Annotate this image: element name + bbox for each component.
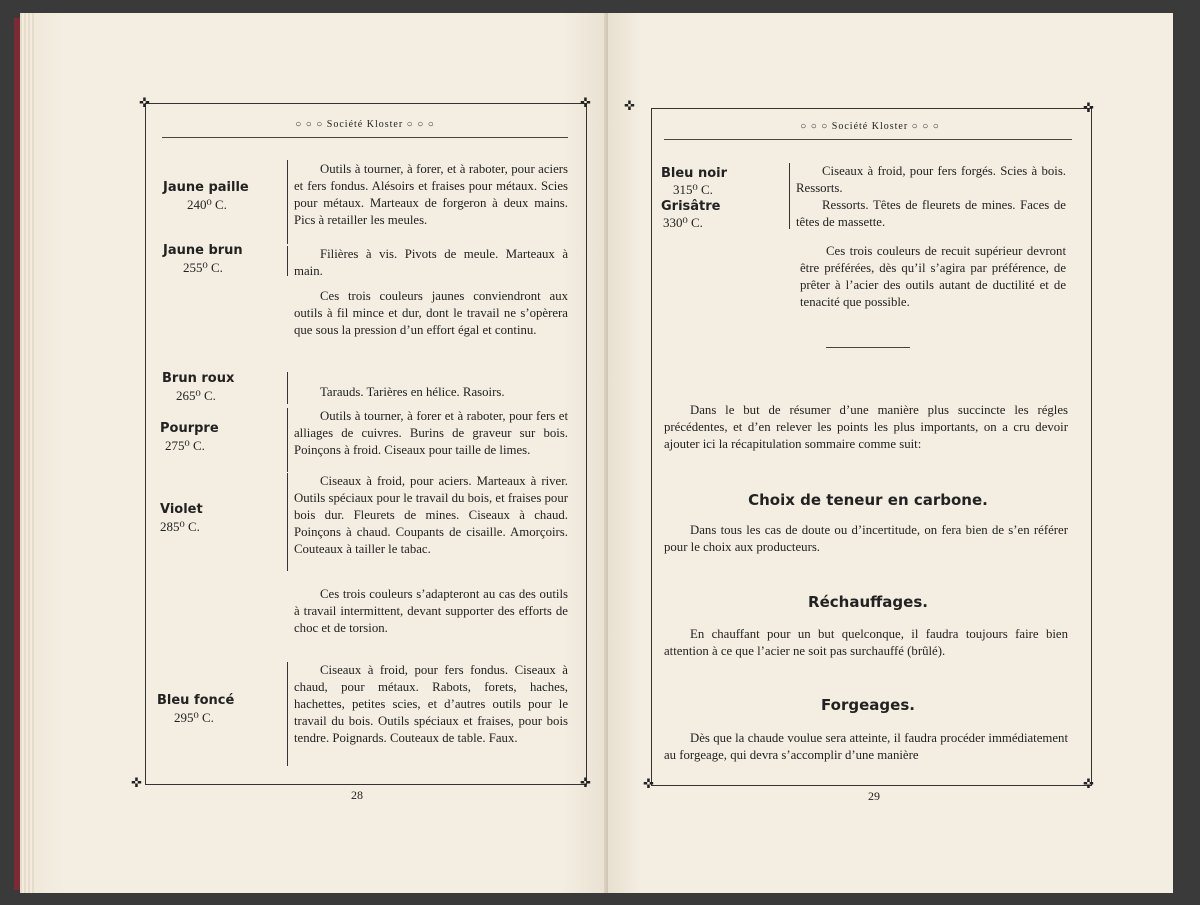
color-name: Bleu noir xyxy=(661,166,728,181)
color-temperature: 315⁰ C. xyxy=(673,182,713,197)
running-header: ○ ○ ○ Société Kloster ○ ○ ○ xyxy=(295,119,435,130)
brace xyxy=(287,160,288,244)
note-paragraph: Ces trois couleurs de recuit supérieur devront être préférées, dès qu’il s’agira par préférence, de prêter à l’acier des outils autant de ductilité et de tenacité que possible. xyxy=(800,244,1066,309)
tool-uses: Tarauds. Tarières en hélice. Rasoirs. xyxy=(320,385,505,399)
brace xyxy=(287,246,288,276)
ornament-corner-icon: ✜ xyxy=(624,98,635,113)
tool-uses: Ciseaux à froid, pour fers forgés. Scies à bois. Ressorts. xyxy=(796,164,1066,195)
note-paragraph: Ces trois couleurs jaunes conviendront aux outils à fil mince et dur, dont le travail ne s’opèrera que sous la pression d’un effort égal et continu. xyxy=(294,289,568,337)
section-divider xyxy=(826,347,910,348)
ornament-corner-icon: ✜ xyxy=(131,775,142,790)
ornament-corner-icon: ✜ xyxy=(580,95,591,110)
color-name: Jaune brun xyxy=(163,243,243,258)
color-temperature: 240⁰ C. xyxy=(187,197,227,212)
header-rule xyxy=(664,139,1072,140)
brace xyxy=(789,163,790,229)
header-rule xyxy=(162,137,568,138)
section-paragraph: Dès que la chaude voulue sera atteinte, il faudra procéder immédiatement au forgeage, qui devra s’accomplir d’une manière xyxy=(664,731,1068,762)
brace xyxy=(287,408,288,472)
tool-uses: Ciseaux à froid, pour fers fondus. Ciseaux à chaud, pour métaux. Rabots, forets, haches, hachettes, petites scies, et d’autres outils pour le travail du bois. Outils spéciaux et fraises, pour bois tendre. Poignards. Couteaux de table. Faux. xyxy=(294,663,568,745)
tool-uses: Outils à tourner, à forer, et à raboter, pour aciers et fers fondus. Alésoirs et fraises pour métaux. Scies pour métaux. Marteaux de forgeron à deux mains. Pics à retailler les meules. xyxy=(294,162,568,227)
color-temperature: 255⁰ C. xyxy=(183,260,223,275)
section-paragraph: Dans tous les cas de doute ou d’incertitude, on fera bien de s’en référer pour le choix aux producteurs. xyxy=(664,523,1068,554)
color-name: Grisâtre xyxy=(661,199,721,214)
color-temperature: 330⁰ C. xyxy=(663,215,703,230)
color-name: Pourpre xyxy=(160,421,219,436)
color-temperature: 275⁰ C. xyxy=(165,438,205,453)
color-temperature: 285⁰ C. xyxy=(160,519,200,534)
ornament-corner-icon: ✜ xyxy=(580,775,591,790)
ornament-corner-icon: ✜ xyxy=(1083,100,1094,115)
ornament-corner-icon: ✜ xyxy=(643,776,654,791)
ornament-corner-icon: ✜ xyxy=(1083,776,1094,791)
tool-uses: Ressorts. Têtes de fleurets de mines. Faces de têtes de massette. xyxy=(796,198,1066,229)
tool-uses: Filières à vis. Pivots de meule. Marteaux à main. xyxy=(294,247,568,278)
running-header: ○ ○ ○ Société Kloster ○ ○ ○ xyxy=(800,121,940,132)
tool-uses: Outils à tourner, à forer et à raboter, pour fers et alliages de cuivres. Burins de graveur sur bois. Poinçons à froid. Ciseaux pour taille de limes. xyxy=(294,409,568,457)
section-title: Forgeages. xyxy=(821,696,915,714)
color-name: Jaune paille xyxy=(163,180,249,195)
ornament-corner-icon: ✜ xyxy=(139,95,150,110)
brace xyxy=(287,473,288,571)
section-title: Réchauffages. xyxy=(808,593,928,611)
color-temperature: 265⁰ C. xyxy=(176,388,216,403)
page-number: 29 xyxy=(868,789,880,803)
color-name: Bleu foncé xyxy=(157,693,235,708)
tool-uses: Ciseaux à froid, pour aciers. Marteaux à river. Outils spéciaux pour le travail du bois, et fraises pour bois dur. Fleurets de mines. Ciseaux à chaud. Poinçons à chaud. Coupants de cisaille. Amorçoirs. Couteaux à tailler le tabac. xyxy=(294,474,568,556)
brace xyxy=(287,662,288,766)
note-paragraph: Ces trois couleurs s’adapteront au cas des outils à travail intermittent, devant supporter des efforts de choc et de torsion. xyxy=(294,587,568,635)
brace xyxy=(287,372,288,404)
color-name: Violet xyxy=(160,502,203,517)
page-number: 28 xyxy=(351,788,363,802)
section-title: Choix de teneur en carbone. xyxy=(748,491,988,509)
section-paragraph: En chauffant pour un but quelconque, il faudra toujours faire bien attention à ce que l’acier ne soit pas surchauffé (brûlé). xyxy=(664,627,1068,658)
page-stack-edge xyxy=(20,13,34,893)
color-name: Brun roux xyxy=(162,371,235,386)
summary-paragraph: Dans le but de résumer d’une manière plus succincte les régles précédentes, et d’en relever les points les plus importants, on a cru devoir ajouter ici la récapitulation sommaire comme suit: xyxy=(664,403,1068,451)
color-temperature: 295⁰ C. xyxy=(174,710,214,725)
